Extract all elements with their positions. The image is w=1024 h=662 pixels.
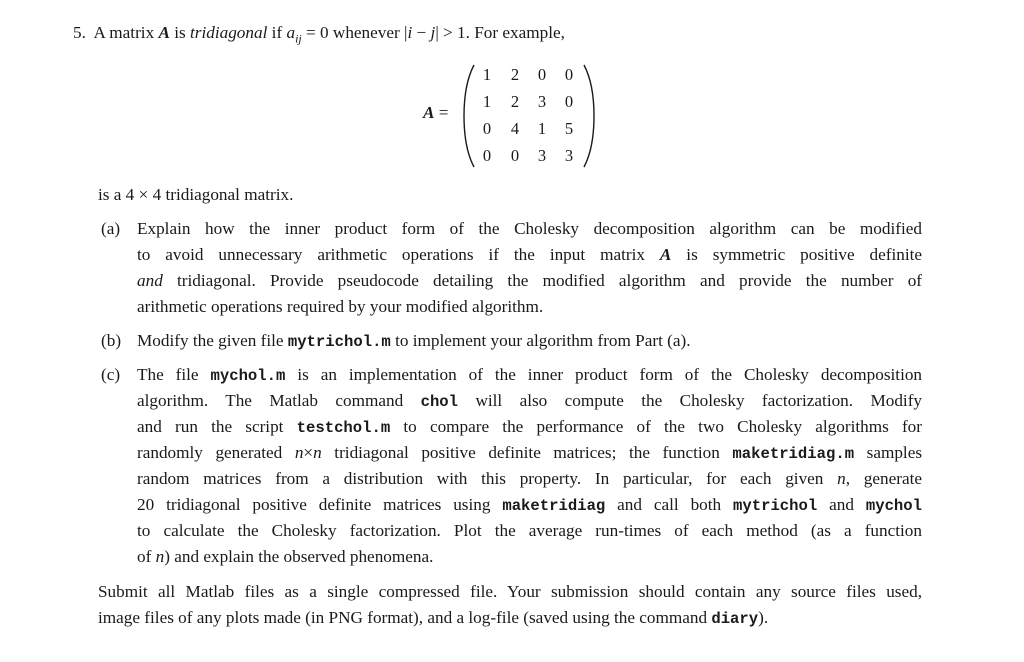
matrix-cell: 5	[564, 119, 574, 138]
part-c-line: of n) and explain the observed phenomena.	[137, 547, 434, 566]
matrix-caption: is a 4 × 4 tridiagonal matrix.	[98, 185, 294, 204]
matrix-cell: 1	[537, 119, 547, 138]
part-a-line: and tridiagonal. Provide pseudocode detailing the modified algorithm and provide the number of	[137, 271, 923, 290]
part-a-line: to avoid unnecessary arithmetic operations if the input matrix A is symmetric positive definite	[137, 245, 923, 264]
part-a-line: arithmetic operations required by your modified algorithm.	[137, 297, 544, 316]
part-c-label: (c)	[101, 365, 121, 384]
function-mychol: mychol	[865, 497, 923, 515]
command-chol: chol	[420, 393, 459, 411]
matrix-cell: 3	[537, 92, 547, 111]
matrix-cell: 0	[510, 146, 520, 165]
part-c-line: 20 tridiagonal positive definite matrices using maketridiag and call both mytrichol and mychol	[137, 495, 923, 515]
matrix-cell: 4	[510, 119, 520, 138]
matrix-cell: 2	[510, 65, 520, 84]
right-parenthesis	[582, 64, 596, 168]
filename-testchol: testchol.m	[296, 419, 391, 437]
part-c-line: and run the script testchol.m to compare the performance of the two Cholesky algorithms for	[137, 417, 922, 437]
part-a-line: Explain how the inner product form of the Cholesky decomposition algorithm can be modified	[137, 219, 922, 238]
problem-statement: 5. A matrix A is tridiagonal if $a_{ij} = 0$ whenever |i − j| > 1. For example,	[73, 23, 565, 46]
submission-line: image files of any plots made (in PNG format), and a log-file (saved using the command diary).	[98, 608, 769, 628]
matrix-cell: 0	[482, 146, 492, 165]
filename-mytrichol: mytrichol.m	[287, 333, 391, 351]
part-a-reference-link[interactable]: a	[672, 331, 681, 350]
part-c-line: random matrices from a distribution with this property. In particular, for each given n, generate	[137, 469, 923, 488]
function-mytrichol: mytrichol	[733, 497, 818, 515]
matrix-cell: 1	[482, 92, 492, 111]
matrix-cell: 0	[564, 92, 574, 111]
part-b-label: (b)	[101, 331, 122, 350]
matrix-label: A =	[423, 103, 449, 122]
part-b-line: Modify the given file mytrichol.m to implement your algorithm from Part (a).	[137, 331, 691, 351]
term-tridiagonal: tridiagonal	[190, 23, 268, 42]
filename-maketridiag: maketridiag.m	[732, 445, 855, 463]
command-diary: diary	[711, 610, 759, 628]
submission-line: Submit all Matlab files as a single compressed file. Your submission should contain any source files used,	[98, 582, 922, 601]
part-a-label: (a)	[101, 219, 121, 238]
matrix-cell: 0	[537, 65, 547, 84]
matrix-cell: 3	[537, 146, 547, 165]
problem-number: 5.	[73, 23, 86, 42]
matrix-cell: 0	[482, 119, 492, 138]
matrix-cell: 0	[564, 65, 574, 84]
part-c-line: The file mychol.m is an implementation of the inner product form of the Cholesky decomposition	[137, 365, 923, 385]
part-c-line: to calculate the Cholesky factorization. Plot the average run-times of each method (as a function	[137, 521, 922, 540]
left-parenthesis	[462, 64, 476, 168]
part-c-line: randomly generated n×n tridiagonal positive definite matrices; the function maketridiag.m samples	[137, 443, 923, 463]
function-maketridiag: maketridiag	[502, 497, 606, 515]
matrix-cell: 3	[564, 146, 574, 165]
matrix-cell: 2	[510, 92, 520, 111]
matrix-cell: 1	[482, 65, 492, 84]
filename-mychol: mychol.m	[210, 367, 286, 385]
part-c-line: algorithm. The Matlab command chol will also compute the Cholesky factorization. Modify	[137, 391, 923, 411]
